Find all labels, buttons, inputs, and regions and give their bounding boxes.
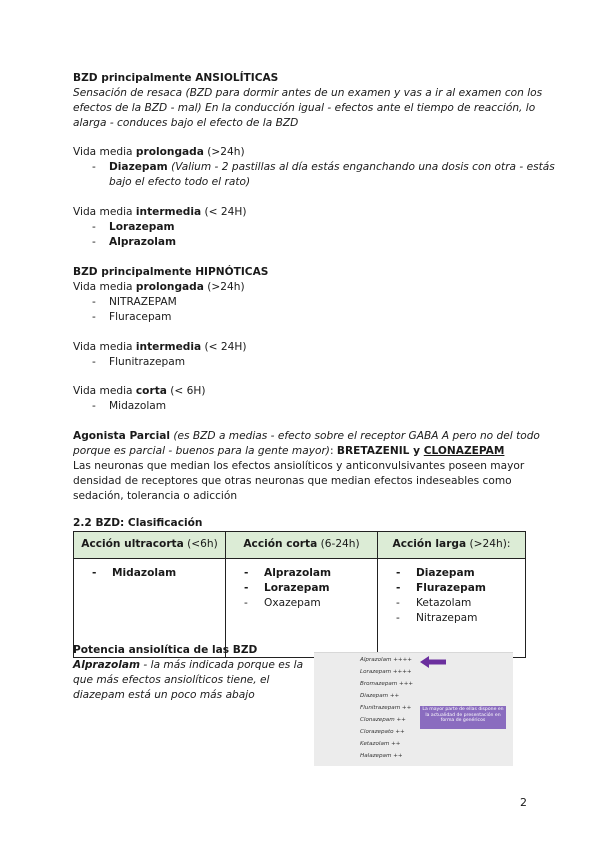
- heading-prefix: Vida media: [73, 146, 136, 158]
- column-header-short: [226, 532, 378, 559]
- heading-keyword: prolongada: [135, 281, 204, 293]
- table-list-item: - Nitrazepam: [396, 611, 525, 626]
- ranking-item: Diazepam ++: [360, 693, 400, 699]
- list-item-diazepam: [109, 160, 555, 175]
- heading-keyword: corta: [135, 385, 167, 397]
- column-header-bold: Acción larga: [392, 538, 467, 551]
- section-hypnotic-title: BZD principalmente HIPNÓTICAS: [73, 266, 269, 278]
- drug-name: Diazepam: [109, 161, 168, 173]
- list-item: Alprazolam: [109, 236, 177, 248]
- half-life-short-heading: [73, 384, 206, 399]
- table-header-row: [74, 532, 526, 559]
- drug-clonazepam: CLONAZEPAM: [423, 445, 505, 457]
- heading-keyword: prolongada: [135, 146, 204, 158]
- anxiolytic-description-line1: Sensación de resaca (BZD para dormir antes de un examen y vas a ir al examen con los: [73, 87, 543, 99]
- anxiolytic-description-line2: efectos de la BZD - mal) En la conducción igual - efectos ante el tiempo de reacción, lo: [73, 102, 536, 114]
- anxiolytic-description-line3: alarga - conduces bajo el efecto de la BZD: [73, 117, 299, 129]
- table-list-item: - Diazepam: [396, 566, 525, 581]
- list-dash: -: [92, 311, 96, 323]
- cell-long: [378, 559, 526, 658]
- list-dash: -: [92, 161, 96, 173]
- list-item: Fluracepam: [109, 311, 172, 323]
- list-dash: -: [92, 221, 96, 233]
- generics-note: La mayor parte de ellas dispone en la actualidad de presentación en forma de genéricos: [420, 706, 506, 729]
- ranking-item: Bromazepam +++: [360, 681, 414, 687]
- table-list-item: - Oxazepam: [244, 596, 377, 611]
- heading-suffix: (< 24H): [201, 341, 247, 353]
- potency-drug: Alprazolam: [73, 659, 141, 671]
- paragraph-line3: sedación, tolerancia o adicción: [73, 490, 238, 502]
- ranking-item: Clonazepam ++: [360, 717, 406, 723]
- heading-prefix: Vida media: [73, 281, 136, 293]
- table-list-item: - Flurazepam: [396, 581, 525, 596]
- drug-bretazenil: BRETAZENIL: [336, 445, 410, 457]
- classification-table: [73, 531, 526, 658]
- half-life-prolonged-heading: [73, 280, 245, 295]
- potency-line2: que más efectos ansiolíticos tiene, el: [73, 674, 270, 686]
- half-life-prolonged-heading: [73, 145, 245, 160]
- column-header-ultrashort: [74, 532, 226, 559]
- heading-suffix: (>24h): [203, 146, 245, 158]
- heading-keyword: intermedia: [135, 341, 202, 353]
- table-list-item: - Ketazolam: [396, 596, 525, 611]
- list-item: Lorazepam: [109, 221, 175, 233]
- paragraph-line1: Las neuronas que median los efectos ansiolíticos y anticonvulsivantes poseen mayor: [73, 460, 525, 472]
- column-header-bold: Acción ultracorta: [81, 538, 184, 551]
- column-header-range: (6-24h): [317, 538, 360, 551]
- partial-agonist-note: (es BZD a medias - efecto sobre el receptor GABA A pero no del todo: [169, 430, 540, 442]
- column-header-range: (<6h): [183, 538, 218, 551]
- potency-line1: [73, 658, 303, 673]
- potency-title: Potencia ansiolítica de las BZD: [73, 644, 258, 656]
- table-list-item: - Midazolam: [92, 566, 225, 581]
- partial-agonist-note-cont: porque es parcial - buenos para la gente mayor): [73, 445, 330, 457]
- list-item-diazepam-note-cont: bajo el efecto todo el rato): [109, 176, 251, 188]
- half-life-intermediate-heading: [73, 205, 246, 220]
- partial-agonist-label: Agonista Parcial: [73, 430, 170, 442]
- heading-prefix: Vida media: [73, 206, 136, 218]
- drug-note: (Valium - 2 pastillas al día estás enganchando una dosis con otra - estás: [167, 161, 555, 173]
- potency-ranking-image: [314, 652, 513, 766]
- list-dash: -: [92, 400, 96, 412]
- ranking-item: Lorazepam ++++: [360, 669, 412, 675]
- ranking-item: Alprazolam ++++: [360, 657, 412, 663]
- heading-prefix: Vida media: [73, 341, 136, 353]
- ranking-item: Flunitrazepam ++: [360, 705, 412, 711]
- ranking-item: Halazepam ++: [360, 753, 403, 759]
- potency-line3: diazepam está un poco más abajo: [73, 689, 255, 701]
- colon: :: [329, 445, 337, 457]
- partial-agonist-line1: [73, 429, 540, 444]
- ranking-item: Clorazepato ++: [360, 729, 405, 735]
- partial-agonist-line2: [73, 444, 504, 459]
- list-item: NITRAZEPAM: [109, 296, 177, 308]
- heading-prefix: Vida media: [73, 385, 136, 397]
- potency-text: - la más indicada porque es la: [140, 659, 304, 671]
- column-header-bold: Acción corta: [243, 538, 318, 551]
- section-anxiolytic-title: BZD principalmente ANSIOLÍTICAS: [73, 72, 279, 84]
- list-dash: -: [92, 296, 96, 308]
- table-list-item: - Alprazolam: [244, 566, 377, 581]
- heading-suffix: (< 24H): [201, 206, 247, 218]
- column-header-range: (>24h):: [466, 538, 511, 551]
- list-dash: -: [92, 356, 96, 368]
- heading-suffix: (< 6H): [166, 385, 206, 397]
- classification-title: 2.2 BZD: Clasificación: [73, 517, 203, 529]
- half-life-intermediate-heading: [73, 340, 246, 355]
- heading-keyword: intermedia: [135, 206, 202, 218]
- table-list-item: - Lorazepam: [244, 581, 377, 596]
- ranking-item: Ketazolam ++: [360, 741, 401, 747]
- heading-suffix: (>24h): [203, 281, 245, 293]
- page-number: 2: [520, 796, 527, 809]
- paragraph-line2: densidad de receptores que otras neuronas que median efectos indeseables como: [73, 475, 512, 487]
- list-dash: -: [92, 236, 96, 248]
- list-item: Midazolam: [109, 400, 167, 412]
- conjunction: y: [409, 445, 424, 457]
- column-header-long: [378, 532, 526, 559]
- left-arrow-icon: [420, 656, 446, 668]
- list-item: Flunitrazepam: [109, 356, 186, 368]
